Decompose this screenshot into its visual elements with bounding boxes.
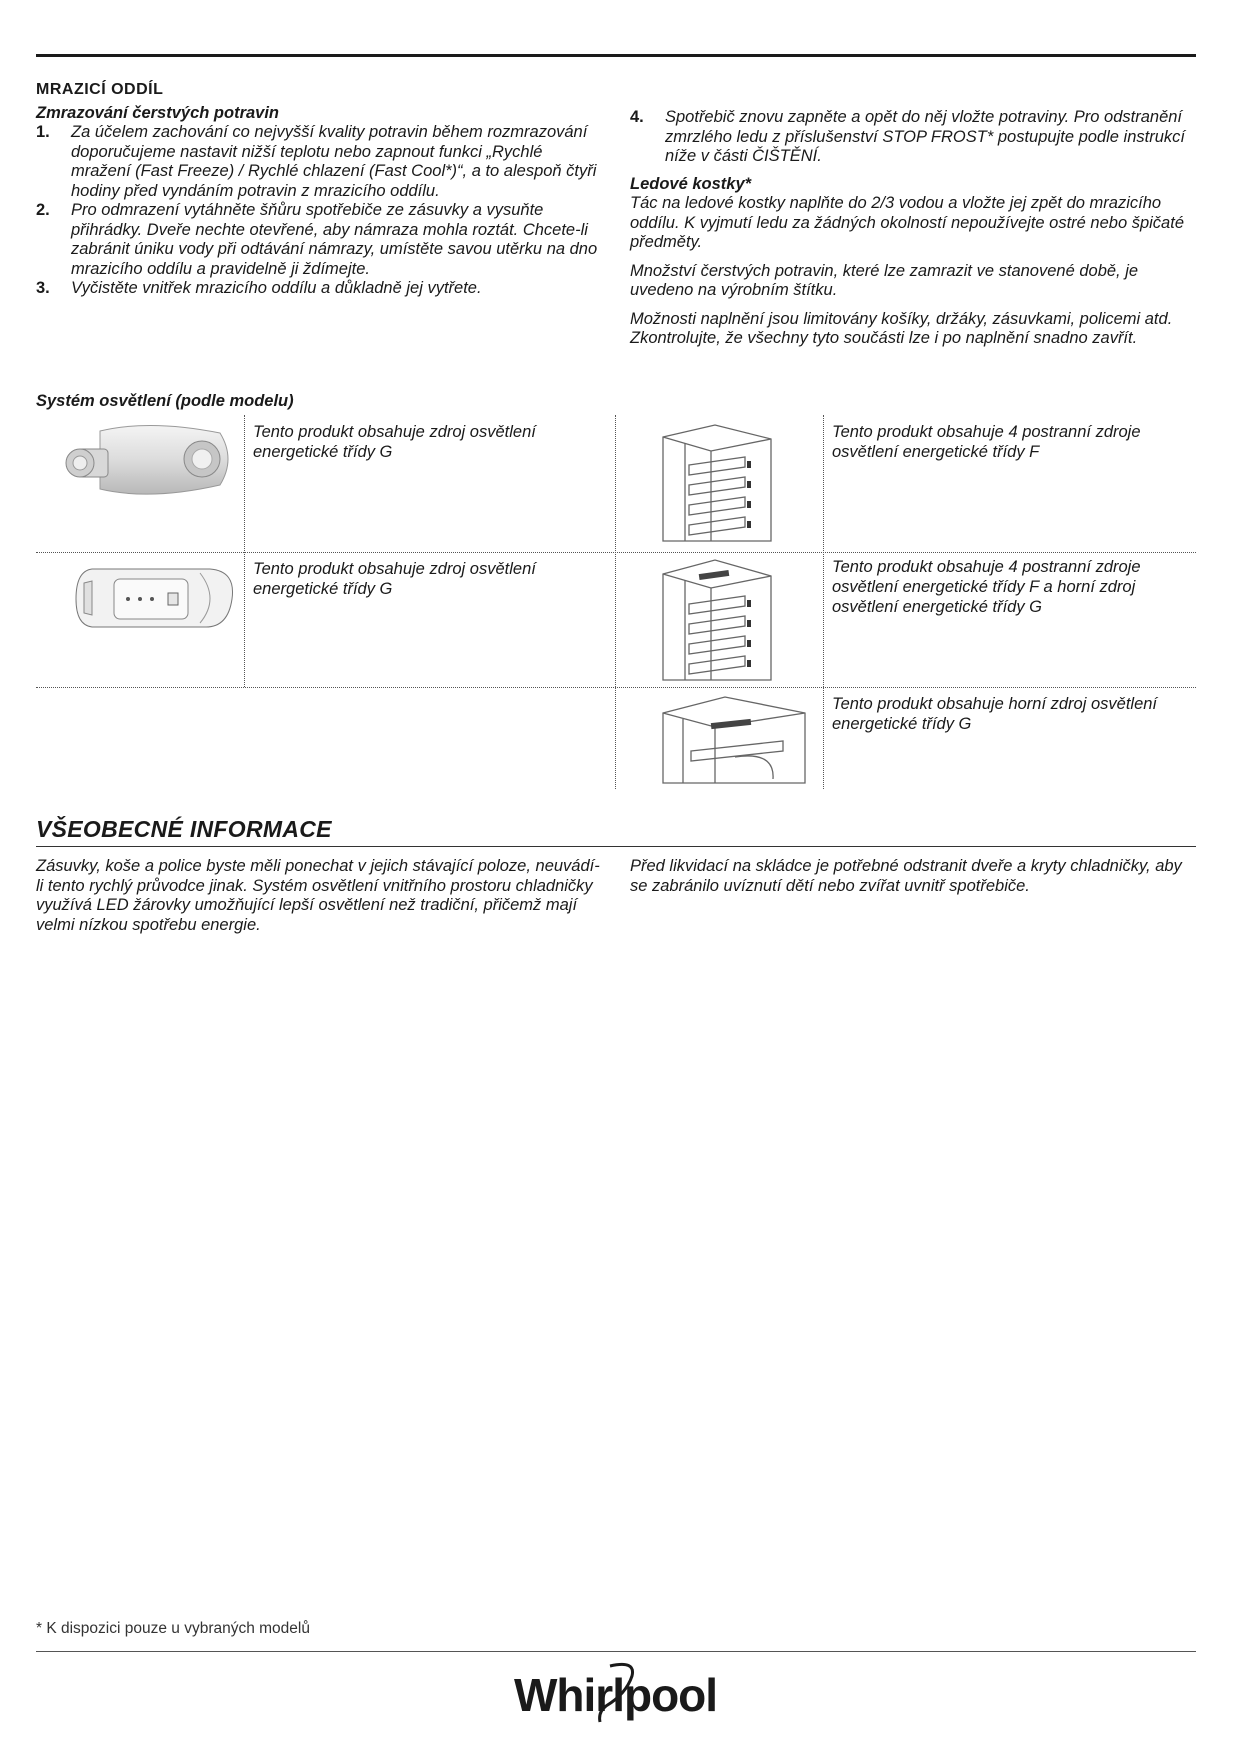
footnote: * K dispozici pouze u vybraných modelů bbox=[36, 1620, 310, 1637]
lighting-cell-1-text: Tento produkt obsahuje zdroj osvětlení energetické třídy G bbox=[253, 423, 536, 461]
fridge-side-lights-icon bbox=[655, 421, 777, 545]
fill-limits-text: Možnosti naplnění jsou limitovány košíky, držáky, zásuvkami, policemi atd. Zkontrolujte, že všechny tyto součásti lze i po naplnění snadno zavřít. bbox=[630, 309, 1173, 347]
general-info-title: VŠEOBECNÉ INFORMACE bbox=[36, 816, 332, 842]
footer-rule bbox=[36, 1651, 1196, 1652]
step-3: 3. Vyčistěte vnitřek mrazicího oddílu a důkladně jej vytřete. bbox=[36, 279, 482, 297]
control-panel-lamp-icon bbox=[70, 563, 236, 633]
section-title-freezer: MRAZICÍ ODDÍL bbox=[36, 81, 164, 98]
round-led-lamp-icon bbox=[60, 419, 236, 505]
general-info-rule bbox=[36, 846, 1196, 847]
grid-divider-col-2 bbox=[615, 415, 616, 789]
lighting-cell-4-text: Tento produkt obsahuje 4 postranní zdroje osvětlení energetické třídy F a horní zdroj osvětlení energetické třídy G bbox=[832, 558, 1141, 616]
fridge-top-light-icon bbox=[655, 693, 815, 785]
grid-divider-col-3 bbox=[823, 415, 824, 789]
top-rule bbox=[36, 54, 1196, 57]
lighting-cell-3-text: Tento produkt obsahuje zdroj osvětlení energetické třídy G bbox=[253, 560, 536, 598]
freezer-left-column bbox=[36, 80, 606, 299]
ice-cubes-text: Tác na ledové kostky naplňte do 2/3 vodou a vložte jej zpět do mrazicího oddílu. K vyjmutí ledu za žádných okolností nepoužívejte ostré nebo špičaté předměty. bbox=[630, 194, 1184, 251]
lighting-grid bbox=[36, 415, 1196, 789]
grid-divider-row-1 bbox=[36, 552, 1196, 553]
lighting-title: Systém osvětlení (podle modelu) bbox=[36, 392, 294, 410]
general-info-left-text: Zásuvky, koše a police byste měli ponechat v jejich stávající poloze, neuvádí-li tento rychlý průvodce jinak. Systém osvětlení vnitřního prostoru chladničky využívá LED žárovky umožňující lepší osvětlení než tradiční, přičemž mají velmi nízkou spotřebu energie. bbox=[36, 857, 600, 934]
grid-divider-row-2 bbox=[36, 687, 1196, 688]
fresh-food-subtitle: Zmrazování čerstvých potravin bbox=[36, 103, 280, 122]
step-1: 1. Za účelem zachování co nejvyšší kvality potravin během rozmrazování doporučujeme nastavit nižší teplotu nebo zapnout funkci „Rychlé mražení (Fast Freeze) / Rychlé chlazení (Fast Cool*)“, a to alespoň čtyři hodiny před vyndáním potravin z mrazicího oddílu. bbox=[36, 123, 597, 200]
grid-divider-col-1 bbox=[244, 415, 245, 687]
lighting-cell-5-text: Tento produkt obsahuje horní zdroj osvětlení energetické třídy G bbox=[832, 695, 1158, 733]
whirlpool-logo bbox=[514, 1662, 726, 1728]
defrost-steps bbox=[36, 123, 606, 299]
defrost-steps-continued bbox=[630, 108, 1196, 167]
ice-cubes-subtitle: Ledové kostky* bbox=[630, 174, 752, 193]
lighting-cell-2-text: Tento produkt obsahuje 4 postranní zdroje osvětlení energetické třídy F bbox=[832, 423, 1141, 461]
logo-swirl-icon bbox=[514, 1662, 726, 1728]
fresh-amount-text: Množství čerstvých potravin, které lze zamrazit ve stanovené době, je uvedeno na výrobním štítku. bbox=[630, 261, 1139, 299]
step-4: 4. Spotřebič znovu zapněte a opět do něj vložte potraviny. Pro odstranění zmrzlého ledu z příslušenství STOP FROST* postupujte podle instrukcí níže v části ČIŠTĚNÍ. bbox=[630, 108, 1185, 165]
step-2: 2. Pro odmrazení vytáhněte šňůru spotřebiče ze zásuvky a vysuňte přihrádky. Dveře nechte otevřené, aby námraza mohla roztát. Chcete-li zabránit úniku vody při odtávání námrazy, umístěte savou utěrku na dno mrazicího oddílu a pravidelně ji ždímejte. bbox=[36, 201, 598, 278]
general-info-right-text: Před likvidací na skládce je potřebné odstranit dveře a kryty chladničky, aby se zabránilo uvíznutí dětí nebo zvířat uvnitř spotřebiče. bbox=[630, 857, 1182, 895]
fridge-side-top-lights-icon bbox=[655, 556, 777, 684]
freezer-right-column bbox=[630, 108, 1196, 358]
logo-text: Whirlpool bbox=[514, 1669, 718, 1721]
